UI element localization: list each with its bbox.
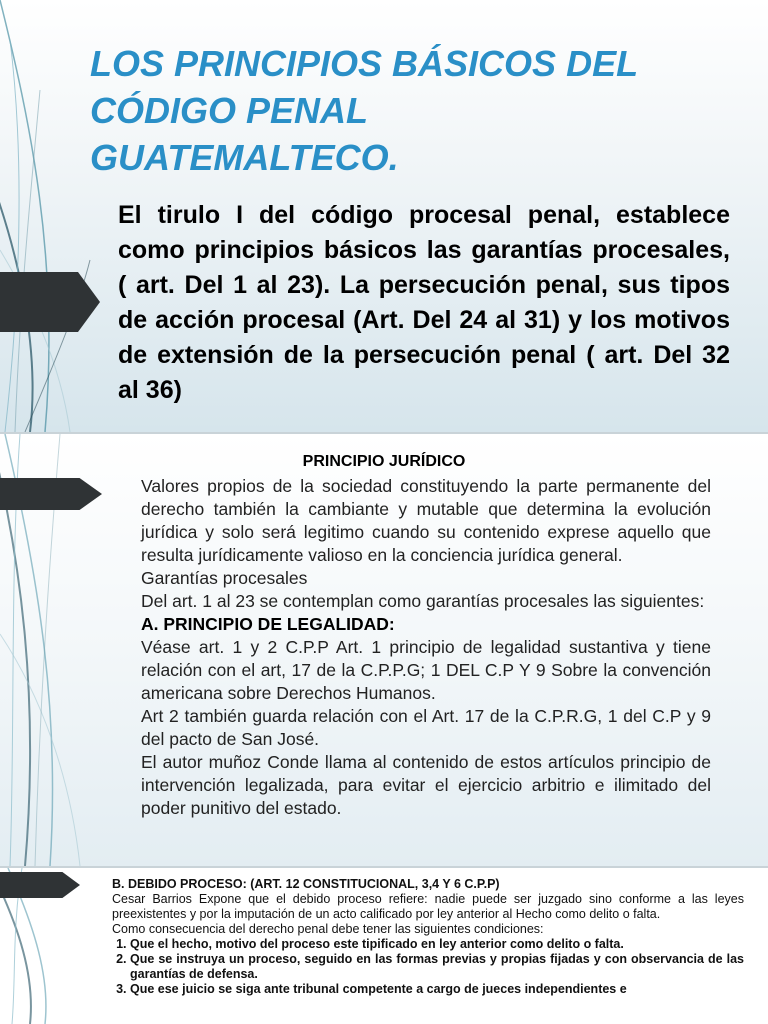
list-item: 3. Que ese juicio se siga ante tribunal competente a cargo de jueces independientes e — [130, 982, 744, 997]
paragraph: Art 2 también guarda relación con el Art. 17 de la C.P.R.G, 1 del C.P y 9 del pacto de San José. — [141, 706, 711, 749]
slide-1-title — [90, 40, 730, 181]
list-item: 1. Que el hecho, motivo del proceso este tipificado en ley anterior como delito o falta. — [130, 937, 744, 952]
paragraph: Del art. 1 al 23 se contemplan como garantías procesales las siguientes: — [141, 591, 705, 611]
title-line-2: CÓDIGO PENAL — [90, 90, 369, 131]
paragraph: El autor muñoz Conde llama al contenido de estos artículos principio de intervención legalizada, para evitar el ejercicio arbitrio e ilimitado del poder punitivo del estado. — [141, 752, 711, 818]
slide-2-heading: PRINCIPIO JURÍDICO — [302, 453, 466, 470]
list-item: 2. Que se instruya un proceso, seguido en las formas previas y propias fijadas y con observancia de las garantías de defensa. — [130, 952, 744, 982]
title-line-3: GUATEMALTECO. — [90, 137, 399, 178]
paragraph: Valores propios de la sociedad constituyendo la parte permanente del derecho también la cambiante y mutable que determina la evolución jurídica y solo será legitimo cuando su contenido exprese aquello que resulta jurídicamente valioso en la conciencia jurídica general. — [141, 476, 711, 565]
slide-2-body — [141, 475, 711, 820]
subheading-legalidad: A. PRINCIPIO DE LEGALIDAD: — [141, 614, 395, 634]
paragraph: Véase art. 1 y 2 C.P.P Art. 1 principio de legalidad sustantiva y tiene relación con el art, 17 de la C.P.P.G; 1 DEL C.P Y 9 Sobre la convención americana sobre Derechos Humanos. — [141, 637, 711, 703]
paragraph: Cesar Barrios Expone que el debido proceso refiere: nadie puede ser juzgado sino conforme a las leyes preexistentes y por la imputación de un acto calificado por ley anterior al Hecho como delito o falta. — [112, 892, 744, 921]
slide-1-body: El tirulo I del código procesal penal, establece como principios básicos las garantías procesales, ( art. Del 1 al 23). La persecución penal, sus tipos de acción procesal (Art. Del 24 al 31) y los motivos de extensión de la persecución penal ( art. Del 32 al 36) — [118, 201, 730, 404]
slide-3-body — [112, 877, 744, 997]
title-line-1: LOS PRINCIPIOS BÁSICOS DEL — [90, 43, 639, 84]
slide-3-heading: B. DEBIDO PROCESO: (ART. 12 CONSTITUCIONAL, 3,4 Y 6 C.P.P) — [112, 877, 500, 891]
conditions-list — [112, 937, 744, 997]
paragraph: Como consecuencia del derecho penal debe tener las siguientes condiciones: — [112, 922, 544, 936]
paragraph: Garantías procesales — [141, 568, 308, 588]
